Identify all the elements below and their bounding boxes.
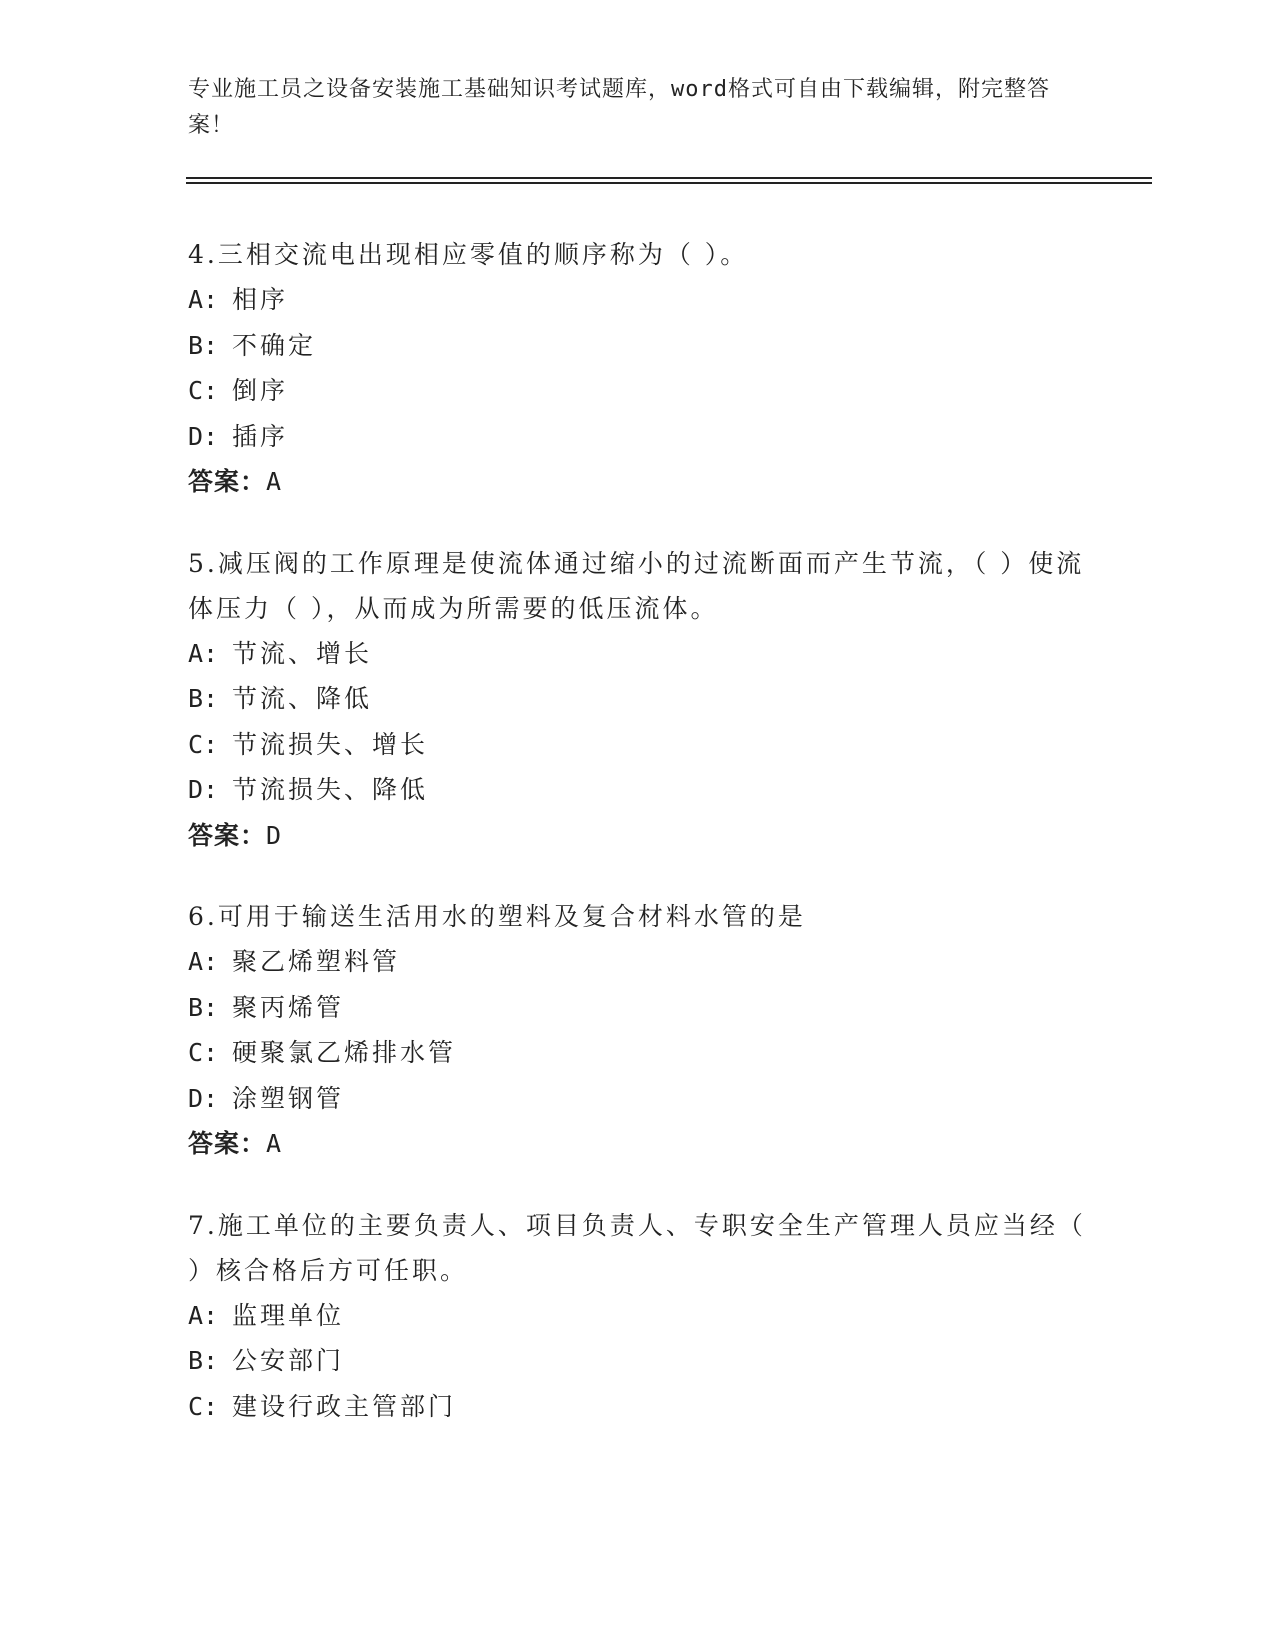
option-text: 插序 xyxy=(232,421,289,451)
question-text: 6.可用于输送生活用水的塑料及复合材料水管的是 xyxy=(188,902,806,931)
header-divider-bottom xyxy=(186,182,1152,184)
option-letter: B: xyxy=(188,330,219,360)
option-text: 聚丙烯管 xyxy=(232,992,345,1022)
question-text: 7.施工单位的主要负责人、项目负责人、专职安全生产管理人员应当经（ ）核合格后方可任职。 xyxy=(188,1210,1086,1285)
option-text: 聚乙烯塑料管 xyxy=(232,947,401,976)
question-list xyxy=(188,232,1088,1465)
option-text: 节流损失、增长 xyxy=(232,729,429,759)
option-c xyxy=(188,1030,1088,1076)
answer-line xyxy=(188,813,1088,859)
option-a xyxy=(188,939,1088,985)
option-letter: B: xyxy=(188,684,219,713)
option-text: 节流、降低 xyxy=(232,684,373,713)
header-divider-top xyxy=(186,177,1152,179)
option-c xyxy=(188,722,1088,768)
question-4 xyxy=(188,232,1088,505)
answer-line xyxy=(188,1121,1088,1167)
option-text: 公安部门 xyxy=(232,1346,345,1375)
answer-line xyxy=(188,459,1088,505)
option-b xyxy=(188,1338,1088,1384)
option-a xyxy=(188,1293,1088,1339)
option-text: 相序 xyxy=(232,285,289,314)
option-text: 硬聚氯乙烯排水管 xyxy=(232,1038,457,1067)
answer-label: 答案： xyxy=(188,820,267,850)
option-d xyxy=(188,767,1088,813)
option-letter: C: xyxy=(188,376,219,405)
option-text: 节流、增长 xyxy=(232,638,373,668)
question-7 xyxy=(188,1203,1088,1430)
answer-label: 答案： xyxy=(188,467,267,496)
question-5 xyxy=(188,541,1088,859)
option-a xyxy=(188,277,1088,323)
option-text: 不确定 xyxy=(232,330,317,360)
option-text: 倒序 xyxy=(232,376,289,405)
option-letter: C: xyxy=(188,729,219,759)
option-text: 监理单位 xyxy=(232,1300,345,1330)
option-letter: D: xyxy=(188,421,219,451)
option-b xyxy=(188,323,1088,369)
option-d xyxy=(188,414,1088,460)
option-a xyxy=(188,631,1088,677)
answer-value: A xyxy=(266,1129,283,1158)
option-b xyxy=(188,985,1088,1031)
option-letter: D: xyxy=(188,1083,219,1113)
option-letter: A: xyxy=(188,947,219,976)
option-c xyxy=(188,1384,1088,1430)
option-text: 节流损失、降低 xyxy=(232,775,429,804)
option-letter: A: xyxy=(188,285,219,314)
option-letter: A: xyxy=(188,1300,219,1330)
option-letter: C: xyxy=(188,1391,219,1421)
option-c xyxy=(188,368,1088,414)
option-letter: B: xyxy=(188,1346,219,1375)
answer-value: D xyxy=(266,820,283,850)
option-b xyxy=(188,676,1088,722)
option-letter: A: xyxy=(188,638,219,668)
option-letter: D: xyxy=(188,775,219,804)
option-text: 建设行政主管部门 xyxy=(232,1391,457,1421)
question-text: 5.减压阀的工作原理是使流体通过缩小的过流断面而产生节流，（ ）使流体压力（ ），从而成为所需要的低压流体。 xyxy=(188,548,1085,623)
answer-label: 答案： xyxy=(188,1129,267,1158)
answer-value: A xyxy=(266,467,283,496)
option-text: 涂塑钢管 xyxy=(232,1083,345,1113)
option-letter: C: xyxy=(188,1038,219,1067)
question-text: 4.三相交流电出现相应零值的顺序称为（ ）。 xyxy=(188,240,749,269)
question-6 xyxy=(188,894,1088,1167)
option-d xyxy=(188,1076,1088,1122)
document-intro: 专业施工员之设备安装施工基础知识考试题库，word格式可自由下载编辑，附完整答案！ xyxy=(188,77,1050,138)
option-letter: B: xyxy=(188,992,219,1022)
